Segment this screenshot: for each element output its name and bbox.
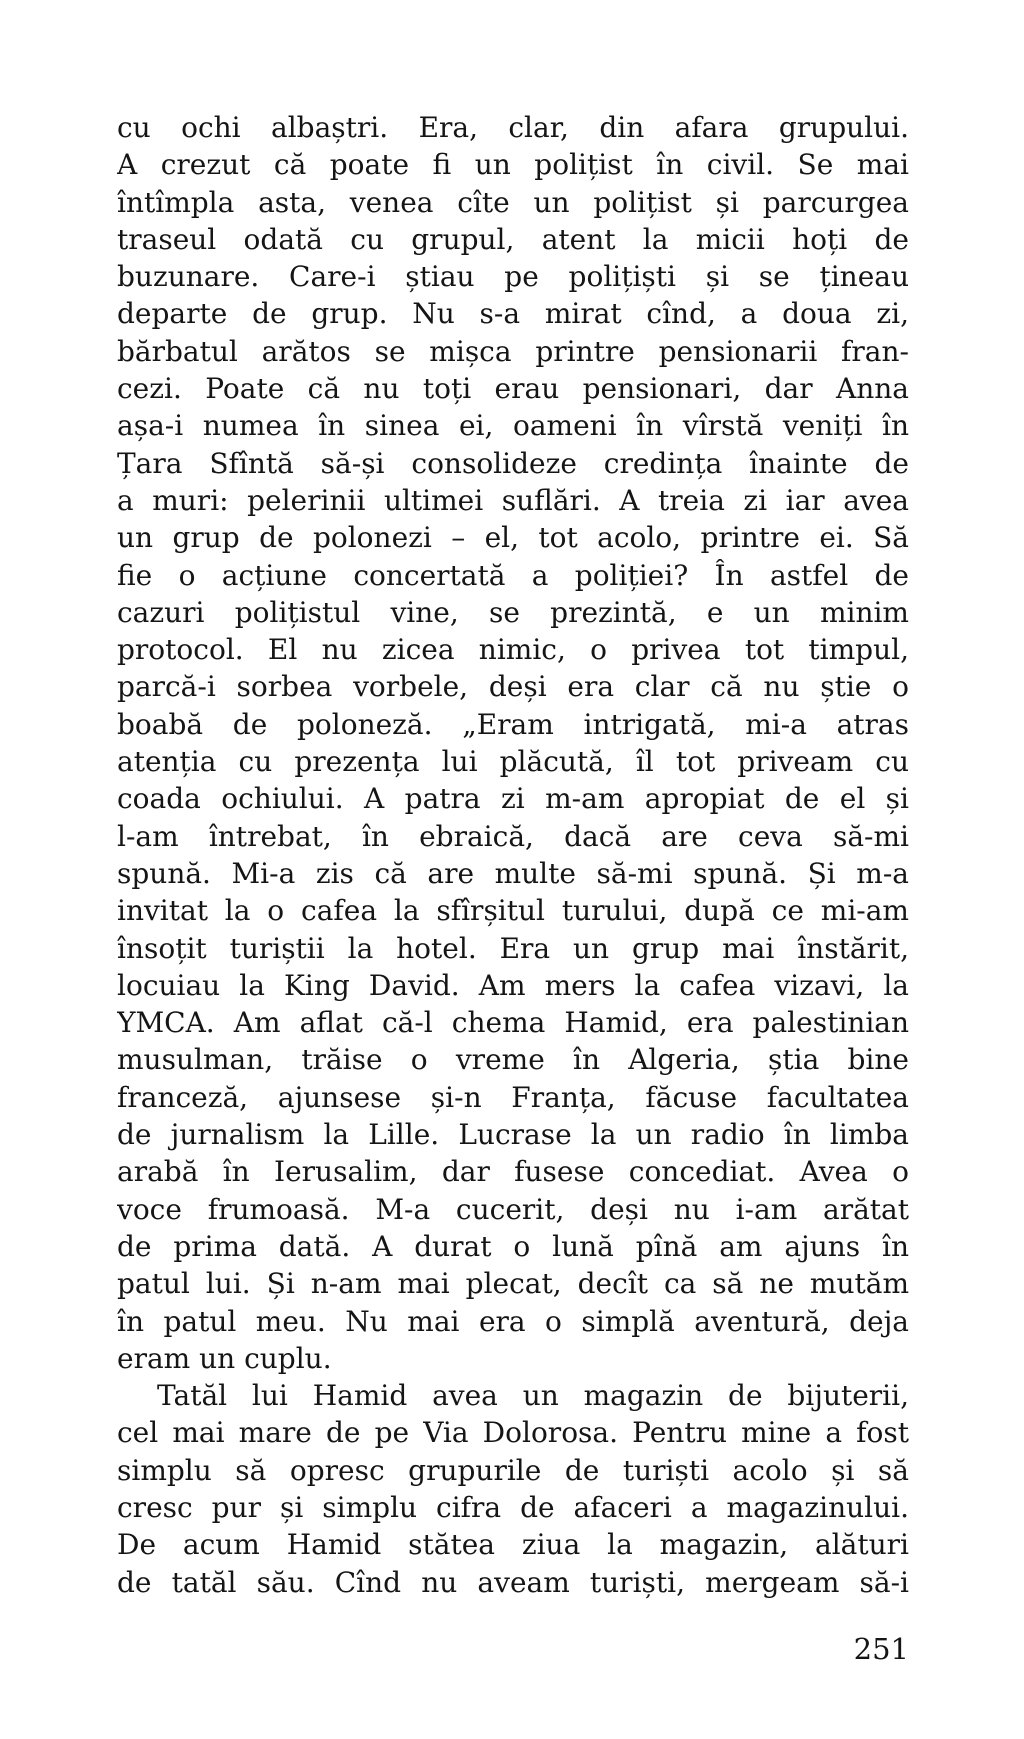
text-line: protocol. El nu zicea nimic, o privea tot timpul, [117, 633, 909, 667]
text-line: atenția cu prezența lui plăcută, îl tot priveam cu [117, 745, 909, 779]
text-line: a muri: pelerinii ultimei suflări. A treia zi iar avea [117, 483, 909, 517]
text-line: boabă de poloneză. „Eram intrigată, mi-a atras [117, 707, 909, 741]
text-line: arabă în Ierusalim, dar fusese concediat. Avea o [117, 1155, 909, 1189]
text-line: simplu să opresc grupurile de turiști acolo și să [117, 1453, 909, 1487]
page-text [117, 109, 909, 1601]
text-line: spună. Mi-a zis că are multe să-mi spună. Și m-a [117, 856, 909, 890]
text-line: în patul meu. Nu mai era o simplă aventură, deja [117, 1304, 909, 1338]
text-line: așa-i numea în sinea ei, oameni în vîrstă veniți în [117, 409, 909, 443]
text-line: departe de grup. Nu s-a mirat cînd, a doua zi, [117, 297, 909, 331]
text-line: cu ochi albaștri. Era, clar, din afara grupului. [117, 111, 909, 144]
text-line: un grup de polonezi – el, tot acolo, printre ei. Să [117, 521, 909, 555]
text-line: bărbatul arătos se mișca printre pensionarii fran- [117, 334, 909, 368]
text-line: patul lui. Și n-am mai plecat, decît ca să ne mutăm [117, 1267, 909, 1301]
page-number: 251 [853, 1632, 909, 1666]
text-line: cazuri polițistul vine, se prezintă, e un minim [117, 595, 909, 629]
text-line: de tatăl său. Cînd nu aveam turiști, mergeam să-i [117, 1565, 909, 1599]
text-line: l-am întrebat, în ebraică, dacă are ceva să-mi [117, 819, 909, 853]
text-line: Țara Sfîntă să-și consolideze credința înainte de [117, 446, 909, 480]
text-line: de prima dată. A durat o lună pînă am ajuns în [117, 1229, 909, 1263]
text-line: eram un cuplu. [117, 1341, 332, 1375]
text-line: însoțit turiștii la hotel. Era un grup mai înstărit, [117, 931, 909, 965]
text-line: cezi. Poate că nu toți erau pensionari, dar Anna [117, 372, 909, 406]
text-line: De acum Hamid stătea ziua la magazin, alături [117, 1528, 909, 1562]
text-line: întîmpla asta, venea cîte un polițist și parcurgea [117, 185, 909, 219]
text-line: invitat la o cafea la sfîrșitul turului, după ce mi-am [117, 894, 909, 928]
text-line: YMCA. Am aflat că-l chema Hamid, era palestinian [117, 1006, 909, 1040]
text-line: A crezut că poate fi un polițist în civil. Se mai [117, 148, 909, 182]
text-line: musulman, trăise o vreme în Algeria, știa bine [117, 1043, 909, 1077]
text-line: traseul odată cu grupul, atent la micii hoți de [117, 222, 909, 256]
text-line: voce frumoasă. M-a cucerit, deși nu i-am arătat [117, 1192, 909, 1226]
text-line: Tatăl lui Hamid avea un magazin de bijuterii, [157, 1379, 909, 1413]
text-line: buzunare. Care-i știau pe polițiști și se țineau [117, 260, 909, 294]
text-line: fie o acțiune concertată a poliției? În astfel de [117, 558, 909, 592]
text-line: parcă-i sorbea vorbele, deși era clar că nu știe o [117, 670, 909, 704]
text-line: locuiau la King David. Am mers la cafea vizavi, la [117, 968, 909, 1002]
text-line: franceză, ajunsese și-n Franța, făcuse facultatea [117, 1080, 909, 1114]
text-line: de jurnalism la Lille. Lucrase la un radio în limba [117, 1118, 909, 1152]
text-line: cel mai mare de pe Via Dolorosa. Pentru mine a fost [117, 1416, 909, 1450]
text-line: cresc pur și simplu cifra de afaceri a magazinului. [117, 1490, 909, 1524]
text-line: coada ochiului. A patra zi m-am apropiat de el și [117, 782, 909, 816]
